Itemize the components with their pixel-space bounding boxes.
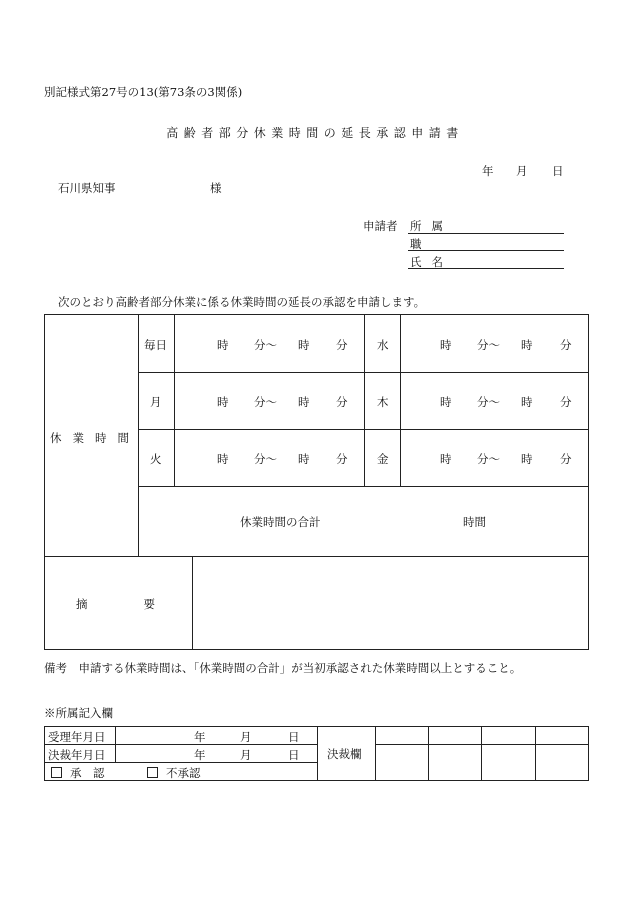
summary-label: 摘要	[76, 597, 211, 611]
page-title: 高齢者部分休業時間の延長承認申請書	[166, 126, 464, 140]
decided-date-label: 決裁年月日	[48, 748, 106, 762]
time-minute: 分	[560, 338, 572, 352]
time-hour: 時	[217, 338, 229, 352]
office-title: ※所属記入欄	[44, 706, 113, 720]
time-minute: 分	[560, 395, 572, 409]
approve-label: 承 認	[70, 766, 105, 780]
day-label-wed: 水	[377, 338, 389, 352]
received-day: 日	[288, 730, 300, 744]
reject-label: 不承認	[166, 766, 201, 780]
day-label-mon: 月	[150, 395, 162, 409]
time-minute-from: 分〜	[477, 395, 500, 409]
day-label-thu: 木	[377, 395, 389, 409]
time-minute: 分	[336, 338, 348, 352]
decided-day: 日	[288, 748, 300, 762]
decided-month: 月	[240, 748, 252, 762]
time-minute-from: 分〜	[477, 452, 500, 466]
time-hour: 時	[217, 452, 229, 466]
time-hour: 時	[298, 338, 310, 352]
time-hour: 時	[521, 338, 533, 352]
time-minute-from: 分〜	[254, 338, 277, 352]
applicant-name-label: 氏名	[410, 255, 453, 269]
time-minute: 分	[560, 452, 572, 466]
applicant-affiliation-label: 所属	[410, 219, 453, 233]
addressee-honorific: 様	[210, 181, 222, 195]
time-hour: 時	[521, 395, 533, 409]
decided-year: 年	[194, 748, 206, 762]
time-hour: 時	[298, 452, 310, 466]
date-month-label: 月	[516, 164, 528, 178]
applicant-position-label: 職	[410, 237, 422, 251]
name-line	[408, 268, 564, 269]
time-minute-from: 分〜	[254, 395, 277, 409]
received-date-label: 受理年月日	[48, 730, 106, 744]
remark-text: 備考 申請する休業時間は、「休業時間の合計」が当初承認された休業時間以上とすること。	[44, 661, 522, 675]
schedule-header: 休業時間	[50, 431, 140, 445]
affiliation-line	[408, 233, 564, 234]
received-year: 年	[194, 730, 206, 744]
time-hour: 時	[217, 395, 229, 409]
applicant-label: 申請者	[363, 219, 398, 233]
time-minute: 分	[336, 395, 348, 409]
time-hour: 時	[521, 452, 533, 466]
approve-checkbox[interactable]	[51, 767, 62, 778]
position-line	[408, 250, 564, 251]
time-hour: 時	[298, 395, 310, 409]
addressee-name: 石川県知事	[58, 181, 116, 195]
day-label-everyday: 毎日	[144, 338, 167, 352]
decision-label: 決裁欄	[327, 747, 362, 761]
approve-option[interactable]	[51, 765, 105, 781]
total-label: 休業時間の合計	[240, 515, 321, 529]
time-minute-from: 分〜	[254, 452, 277, 466]
reject-option[interactable]	[147, 765, 201, 781]
day-label-tue: 火	[150, 452, 162, 466]
received-month: 月	[240, 730, 252, 744]
reject-checkbox[interactable]	[147, 767, 158, 778]
form-id: 別記様式第27号の13(第73条の3関係)	[44, 85, 243, 99]
day-label-fri: 金	[377, 452, 389, 466]
time-minute: 分	[336, 452, 348, 466]
time-hour: 時	[440, 395, 452, 409]
time-minute-from: 分〜	[477, 338, 500, 352]
total-unit: 時間	[463, 515, 486, 529]
time-hour: 時	[440, 452, 452, 466]
intro-text: 次のとおり高齢者部分休業に係る休業時間の延長の承認を申請します。	[58, 295, 426, 309]
date-year-label: 年	[482, 164, 494, 178]
date-day-label: 日	[552, 164, 564, 178]
time-hour: 時	[440, 338, 452, 352]
